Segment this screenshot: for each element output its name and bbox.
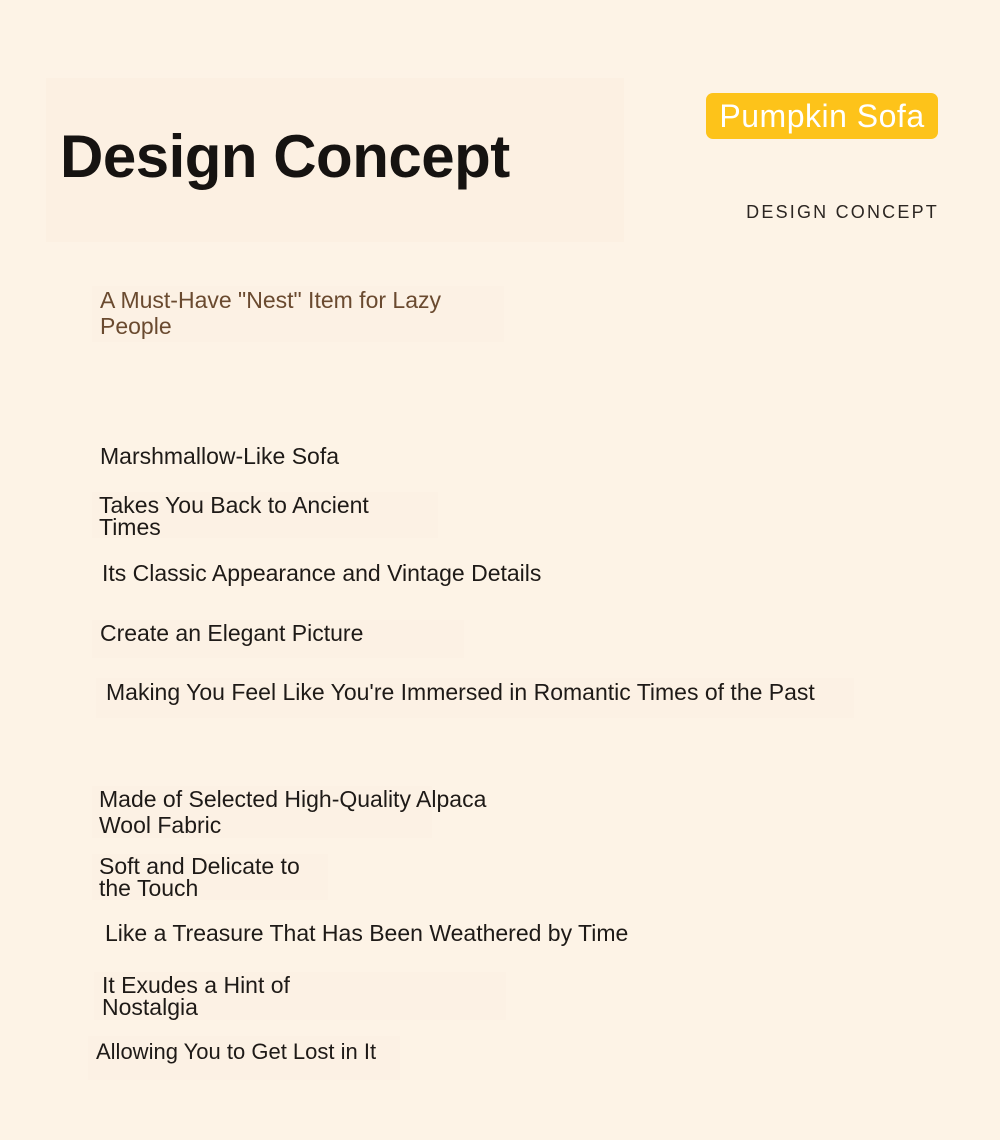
concept-line: Allowing You to Get Lost in It [96,1039,377,1064]
page-title: Design Concept [60,123,510,190]
concept-line: Like a Treasure That Has Been Weathered by Time [105,920,629,946]
concept-line: Takes You Back to Ancient Times [99,492,369,540]
concept-line: Its Classic Appearance and Vintage Details [102,560,542,586]
concept-line: Create an Elegant Picture [100,620,364,646]
concept-line: Made of Selected High-Quality Alpaca Wool Fabric [99,786,487,838]
page-subtitle: DESIGN CONCEPT [746,202,939,222]
concept-heading: A Must-Have "Nest" Item for Lazy People [100,287,441,339]
concept-line: Soft and Delicate to the Touch [99,853,300,901]
concept-line: It Exudes a Hint of Nostalgia [102,972,290,1020]
product-badge: Pumpkin Sofa [706,93,938,139]
concept-line: Marshmallow-Like Sofa [100,443,340,469]
concept-line: Making You Feel Like You're Immersed in Romantic Times of the Past [106,679,815,705]
